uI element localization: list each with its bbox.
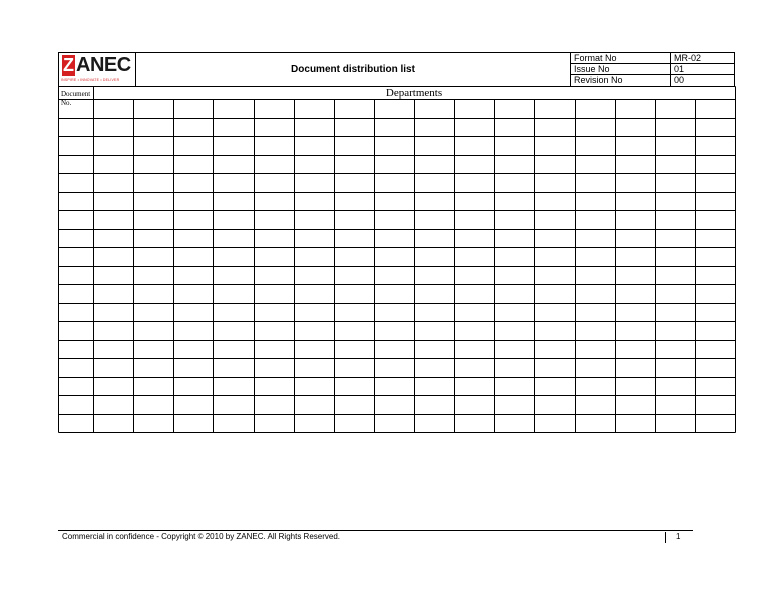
distribution-grid-lines <box>58 86 736 433</box>
page-number: 1 <box>676 532 681 541</box>
meta-key: Revision No <box>574 75 623 85</box>
footer-copyright: Commercial in confidence - Copyright © 2010 by ZANEC. All Rights Reserved. <box>62 532 341 541</box>
logo-tagline: INSPIRE • INNOVATE • DELIVER <box>61 78 120 82</box>
document-meta-table <box>570 53 734 86</box>
meta-value: 01 <box>670 64 732 75</box>
meta-row-format <box>571 53 735 64</box>
footer-rule <box>58 530 693 531</box>
logo-z-mark: Z <box>63 55 74 75</box>
document-number-header: Document No. <box>61 90 91 107</box>
meta-key: Issue No <box>574 64 610 74</box>
meta-key: Format No <box>574 53 617 63</box>
distribution-grid <box>58 86 736 433</box>
meta-row-issue <box>571 64 735 75</box>
meta-value: MR-02 <box>670 53 732 64</box>
page-number-separator <box>665 532 666 543</box>
logo-wordmark: ANEC <box>76 54 131 76</box>
document-title: Document distribution list <box>291 64 415 75</box>
meta-row-revision <box>571 75 735 86</box>
departments-header: Departments <box>385 87 443 99</box>
meta-value: 00 <box>670 75 732 86</box>
company-logo <box>59 53 136 86</box>
document-header <box>58 52 735 87</box>
